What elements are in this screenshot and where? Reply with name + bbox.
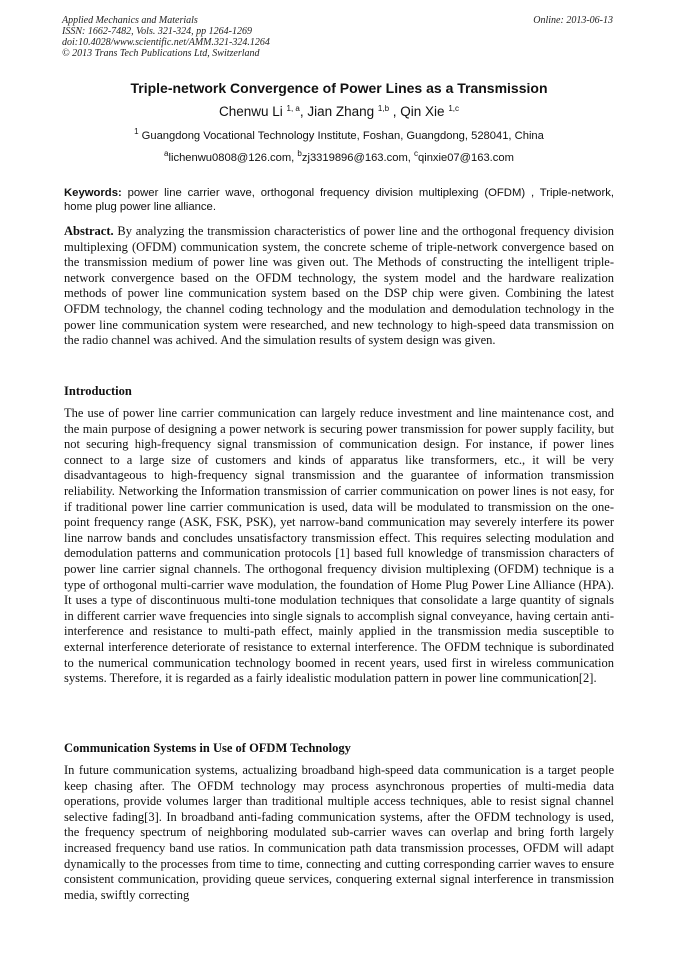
section-heading-introduction: Introduction — [64, 384, 132, 398]
doi-line: doi:10.4028/www.scientific.net/AMM.321-324.1264 — [62, 37, 270, 48]
introduction-paragraph: The use of power line carrier communication can largely reduce investment and line maintenance cost, and the main purpose of designing a power network is securing power transmission for power supply facility, but not securing high-frequency signal transmission of communication design. For instance, if power lines connect to a large size of customers and kinds of apparatus like transformers, etc., it will be very disadvantageous to high-frequency signal transmission and the guarantee of information transmission reliability. Networking the Information transmission of carrier communication on power lines is not easy, for if traditional power line carrier communication is used, data will be modulated to transmission on the one-point frequency range (ASK, FSK, PSK), yet narrow-band communication may severely interfere its power line narrow bands and concludes unsatisfactory transmission effect. This requires selecting modulation and demodulation patterns and communication protocols [1] based full knowledge of transmission characters of power line carrier signal channels. The orthogonal frequency division multiplexing (OFDM) technique is a type of orthogonal multi-carrier wave modulation, the foundation of Home Plug Power Line Alliance (HPA). It uses a type of discontinuous multi-tone modulation techniques that consolidate a large quantity of signals in different carrier wave frequencies into single signals to accomplish signal conveyance, having certain anti-interference and resistance to multi-path effect, mainly applied in the transmission media susceptible to external interference deteriorate of resistance to external interference. The OFDM technique is subordinated to the numerical communication technology boomed in recent years, used first in wireless communication systems. Therefore, it is regarded as a fairly idealistic modulation pattern in power line communication[2]. — [64, 406, 614, 686]
journal-header — [62, 15, 270, 59]
author-name: , Jian Zhang — [299, 104, 378, 119]
email-superscript: a — [164, 149, 169, 158]
abstract-block — [64, 224, 614, 349]
author-name: , Qin Xie — [389, 104, 449, 119]
author-superscript: 1,b — [377, 104, 390, 113]
email-link[interactable]: qinxie07@163.com — [417, 152, 514, 164]
affiliation-text: Guangdong Vocational Technology Institute, Foshan, Guangdong, 528041, China — [138, 130, 544, 142]
email-superscript: c — [413, 149, 418, 158]
author-list — [0, 104, 678, 119]
paper-title: Triple-network Convergence of Power Lines as a Transmission — [130, 80, 548, 96]
abstract-text: By analyzing the transmission characteristics of power line and the orthogonal frequency division multiplexing (OFDM) communication system, the concrete scheme of triple-network convergence based on the transmission medium of power line was given out. The Methods of constructing the intelligent triple-network convergence based on the OFDM technology, the system model and the hardware realization methods of power line communication system based on the DSP chip were given. Combining the latest OFDM technology, the channel coding technology and the modulation and demodulation technology in the power line communication system were researched, and new technology to high-speed data transmission on the radio channel was achived. And the simulation results of system design was given. — [64, 224, 614, 348]
journal-name: Applied Mechanics and Materials — [62, 15, 198, 26]
keywords-text: power line carrier wave, orthogonal frequency division multiplexing (OFDM) , Triple-network, home plug power line alliance. — [64, 187, 614, 213]
email-link[interactable]: lichenwu0808@126.com, — [168, 152, 298, 164]
abstract-label: Abstract. — [64, 224, 114, 238]
author-superscript: 1, a — [286, 104, 300, 113]
email-link[interactable]: zj3319896@163.com, — [301, 152, 414, 164]
author-superscript: 1,c — [448, 104, 459, 113]
copyright-line: © 2013 Trans Tech Publications Ltd, Switzerland — [62, 48, 260, 59]
keywords-label: Keywords: — [64, 187, 122, 199]
author-name: Chenwu Li — [218, 104, 287, 119]
affiliation — [0, 127, 678, 142]
email-superscript: b — [297, 149, 302, 158]
online-date: Online: 2013-06-13 — [533, 15, 613, 26]
ofdm-paragraph: In future communication systems, actualizing broadband high-speed data communication is a target people keep chasing after. The OFDM technology may process asynchronous properties of multi-media data operations, provide volumes larger than traditional multiple access techniques, able to resist signal channel selective fading[3]. In broadband anti-fading communication systems, after the OFDM technology is used, the frequency spectrum of neighboring modulated sub-carrier waves can overlap and bring forth largely increased frequency band use ratios. In communication path data transmission processes, OFDM will adapt dynamically to the processes from time to time, connecting and cutting corresponding carrier waves to ensure consistent communication, providing queue services, conquering external signal interference in transmission media, swiftly correcting — [64, 763, 614, 902]
section-heading-ofdm: Communication Systems in Use of OFDM Technology — [64, 741, 351, 755]
issn-line: ISSN: 1662-7482, Vols. 321-324, pp 1264-1269 — [62, 26, 252, 37]
keywords-block — [64, 186, 614, 214]
author-emails — [0, 149, 678, 164]
affiliation-superscript: 1 — [134, 127, 139, 136]
